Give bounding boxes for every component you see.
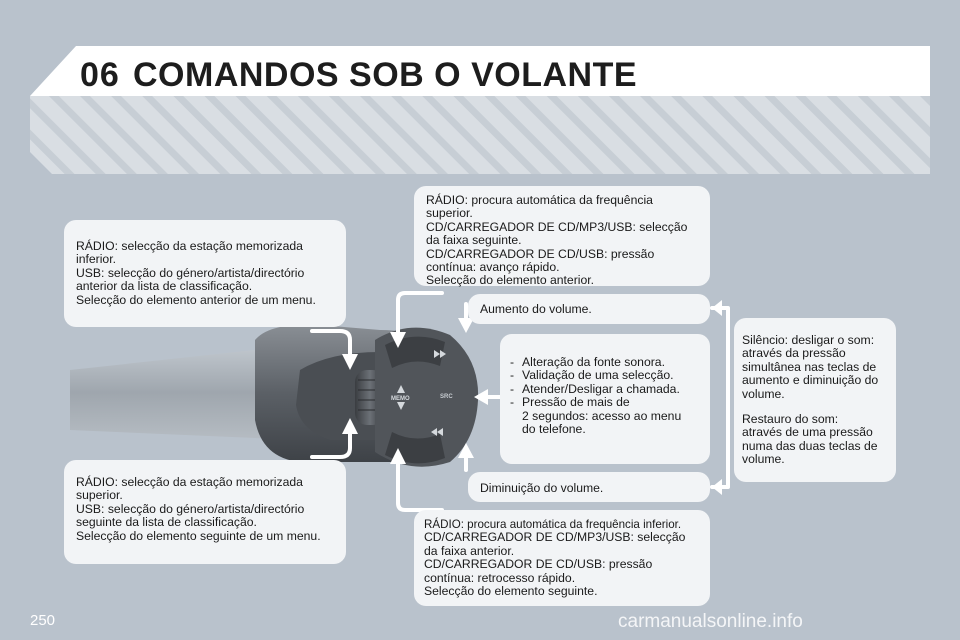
src-item-4-text: Pressão de mais de [522, 395, 630, 410]
radio-next-box [64, 460, 346, 564]
volume-down-box [468, 472, 710, 502]
radio-previous-box [64, 220, 346, 327]
watermark-text: carmanualsonline.info [618, 611, 803, 632]
chapter-number: 06 [80, 56, 120, 94]
mute-line-1: Silêncio: desligar o som: [742, 333, 875, 347]
radio-next-line-4: seguinte da lista de classificação. [76, 515, 257, 530]
src-label: SRC [440, 394, 453, 400]
seek-up-line-6: contínua: avanço rápido. [426, 260, 560, 275]
radio-next-line-1: RÁDIO: selecção da estação memorizada [76, 475, 303, 489]
mute-line-5: volume. [742, 386, 785, 401]
restore-line-1: Restauro do som: [742, 412, 839, 427]
seek-up-line-3: CD/CARREGADOR DE CD/MP3/USB: selecção [426, 219, 688, 234]
seek-up-box [414, 186, 710, 286]
seek-down-line-4: CD/CARREGADOR DE CD/USB: pressão [424, 557, 653, 572]
radio-next-line-2: superior. [76, 488, 123, 503]
seek-down-line-5: contínua: retrocesso rápido. [424, 570, 576, 585]
radio-next-line-5: Selecção do elemento seguinte de um menu. [76, 528, 321, 543]
seek-up-line-4: da faixa seguinte. [426, 233, 522, 248]
src-item-4 [510, 396, 702, 436]
mute-line-4: aumento e diminuição do [742, 373, 879, 388]
radio-previous-line-4: anterior da lista de classificação. [76, 279, 253, 294]
restore-line-3: numa das duas teclas de [742, 438, 878, 453]
volume-up-text: Aumento do volume. [480, 302, 592, 316]
radio-previous-line-3: USB: selecção do género/artista/directório [76, 265, 305, 280]
radio-next-line-3: USB: selecção do género/artista/directório [76, 501, 305, 516]
restore-line-2: através de uma pressão [742, 425, 873, 440]
seek-up-line-1: RÁDIO: procura automática da frequência [426, 193, 653, 207]
seek-down-box [414, 510, 710, 606]
mute-bracket [712, 308, 728, 487]
mute-line-2: através da pressão [742, 346, 846, 361]
restore-line-4: volume. [742, 452, 785, 467]
radio-previous-line-1: RÁDIO: selecção da estação memorizada [76, 239, 303, 253]
seek-down-line-3: da faixa anterior. [424, 543, 515, 558]
seek-down-line-2: CD/CARREGADOR DE CD/MP3/USB: selecção [424, 530, 686, 545]
mute-box [734, 318, 896, 482]
seek-up-line-2: superior. [426, 206, 473, 221]
src-item-1: - Alteração da fonte sonora. [510, 356, 702, 369]
volume-down-text: Diminuição do volume. [480, 481, 604, 495]
src-box [500, 334, 710, 464]
page-number: 250 [30, 612, 56, 629]
src-item-2: - Validação de uma selecção. [510, 369, 702, 382]
memo-label: MEMO [391, 396, 410, 402]
mute-line-3: simultânea nas teclas de [742, 359, 877, 374]
seek-up-line-5: CD/CARREGADOR DE CD/USB: pressão [426, 246, 655, 261]
radio-previous-line-5: Selecção do elemento anterior de um menu. [76, 292, 316, 307]
src-item-4-cont-1: 2 segundos: acesso ao menu [522, 408, 682, 423]
seek-down-line-6: Selecção do elemento seguinte. [424, 584, 598, 599]
src-item-4-cont-2: do telefone. [522, 422, 586, 437]
seek-down-line-1: RÁDIO: procura automática da frequência inferior. [424, 518, 682, 531]
page-title: COMANDOS SOB O VOLANTE [133, 56, 638, 94]
volume-up-box [468, 294, 710, 324]
seek-up-line-7: Selecção do elemento anterior. [426, 273, 595, 288]
src-item-3: - Atender/Desligar a chamada. [510, 383, 702, 396]
radio-previous-line-2: inferior. [76, 252, 116, 267]
